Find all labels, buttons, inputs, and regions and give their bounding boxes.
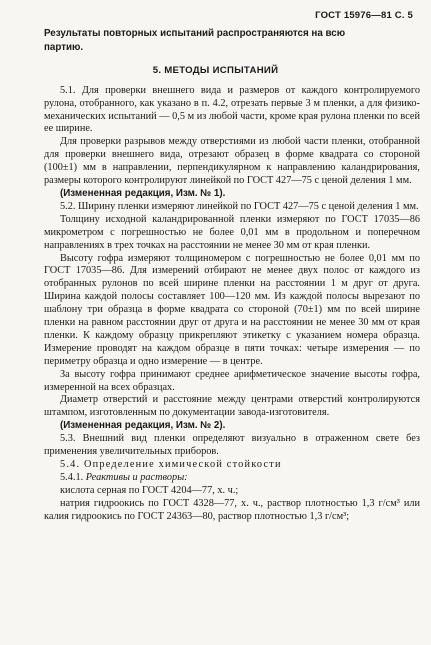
paragraph-hole-diameter: Диаметр отверстий и расстояние между центрами отверстий контролируются штампом, изготовленным по документации завода-изготовителя.: [44, 394, 420, 419]
paragraph-5-1: 5.1. Для проверки внешнего вида и размеров от каждого контролируемого рулона, отобранного, как указано в п. 4.2, отрезать первые 3 м пленки, а для физико-механических испытаний — 0,5 м из любой части, кроме края рулона пленки по всей ее ширине.: [44, 84, 420, 135]
paragraph-5-1-cont: Для проверки разрывов между отверстиями из любой части пленки, отобранной для проверки внешнего вида, отрезают образец в форме квадрата со стороной (100±1) мм в направлении, перпендикулярном к направлению каландрирования, размеры которого контролируют линейкой по ГОСТ 427—75 с ценой деления 1 мм.: [44, 136, 420, 187]
paragraph-corrugation-mean: За высоту гофра принимают среднее арифметическое значение высоты гофра, измеренной на всех образцах.: [44, 368, 420, 393]
amendment-note-1: (Измененная редакция, Изм. № 1).: [60, 187, 226, 199]
reagent-sulfuric-acid: кислота серная по ГОСТ 4204—77, х. ч.;: [60, 484, 239, 496]
paragraph-corrugation: Высоту гофра измеряют толщиномером с погрешностью не более 0,01 мм по ГОСТ 17035—86. Для измерений отбирают не менее двух полос от каждого из отобранных рулонов по всей ширине пленки на расстоянии 1 м друг от друга. Ширина каждой полосы составляет 100—120 мм. Из каждой полосы вырезают по шаблону три образца в форме квадрата со стороной (70±1) мм по всей ширине пленки на равном расстоянии друг от друга и на расстоянии не менее 30 мм от края пленки. К каждому образцу прикрепляют этикетку с указанием номера образца. Измерение проводят на каждом образце в пяти точках: четыре измерения — по периметру образца и одно измерение — в центре.: [44, 252, 420, 367]
page-header: ГОСТ 15976—81 С. 5: [315, 10, 413, 21]
clause-title: Реактивы и растворы:: [85, 471, 188, 483]
amendment-note-2: (Измененная редакция, Изм. № 2).: [60, 420, 226, 432]
lead-line-1: Результаты повторных испытаний распространяются на всю: [44, 28, 346, 39]
paragraph-5-4-1: [0, 472, 420, 485]
paragraph-5-3: 5.3. Внешний вид пленки определяют визуально в отраженном свете без применения увеличительных приборов.: [44, 433, 420, 458]
page-body: [0, 28, 431, 524]
paragraph-thickness: Толщину исходной каландрированной пленки измеряют по ГОСТ 17035—86 микрометром с погрешностью не более 0,01 мм в продольном и поперечном направлениях в трех точках на расстоянии не менее 30 мм от края пленки.: [44, 213, 420, 251]
paragraph-5-2: 5.2. Ширину пленки измеряют линейкой по ГОСТ 427—75 с ценой деления 1 мм.: [60, 200, 419, 212]
reagent-hydroxide: натрия гидроокись по ГОСТ 4328—77, х. ч., раствор плотностью 1,3 г/см³ или калия гидроокись по ГОСТ 24363—80, раствор плотностью 1,3 г/см³;: [44, 497, 420, 522]
lead-line-2: партию.: [44, 41, 84, 53]
clause-number: 5.4.1.: [60, 471, 84, 483]
section-title: 5. МЕТОДЫ ИСПЫТАНИЙ: [152, 64, 279, 76]
paragraph-5-4: 5.4. Определение химической стойкости: [60, 459, 282, 470]
